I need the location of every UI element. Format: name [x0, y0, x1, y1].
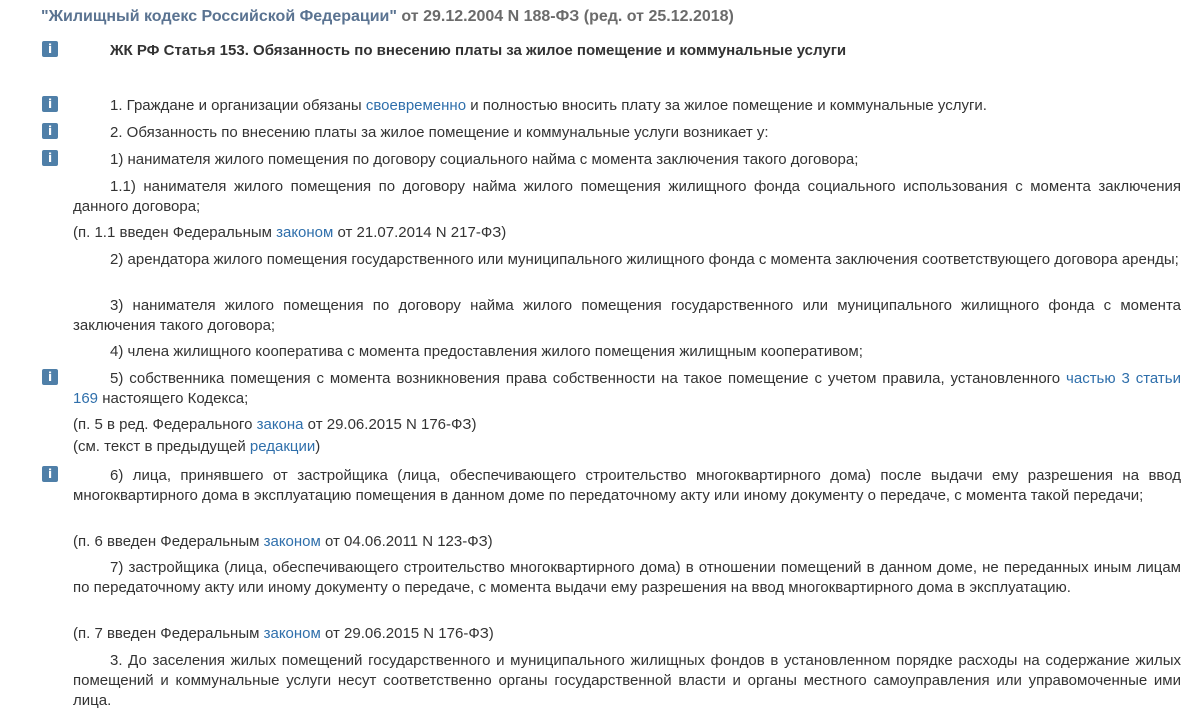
note-text: от 29.06.2015 N 176-ФЗ) — [320, 625, 494, 642]
note-1 — [73, 223, 1181, 243]
paragraph-text: и полностью вносить плату за жилое помещение и коммунальные услуги. — [466, 97, 987, 114]
note-3 — [73, 437, 1181, 457]
paragraph-text: настоящего Кодекса; — [98, 390, 249, 407]
note-text: (п. 6 введен Федеральным — [73, 533, 264, 550]
link-article-169[interactable]: частью 3 статьи 169 — [73, 370, 1181, 407]
document-title — [41, 8, 734, 26]
note-2 — [73, 415, 1181, 435]
link-law[interactable]: законом — [263, 625, 321, 642]
note-4 — [73, 532, 1181, 552]
note-text: от 21.07.2014 N 217-ФЗ) — [333, 224, 507, 241]
note-text: (п. 7 введен Федеральным — [73, 625, 264, 642]
link-timely[interactable]: своевременно — [365, 97, 467, 114]
note-text: ) — [315, 438, 321, 455]
note-text: (см. текст в предыдущей — [73, 438, 250, 455]
info-icon[interactable]: i — [42, 123, 58, 139]
paragraph-text: 5) собственника помещения с момента возникновения права собственности на такое помещение с учетом правила, установленного — [110, 370, 1067, 387]
paragraph-9: 6) лица, принявшего от застройщика (лица, обеспечивающего строительство многоквартирного дома) после выдачи ему разрешения на ввод многоквартирного дома в эксплуатацию помещения в данном доме по передаточному акту или иному документу о передаче, с момента такой передачи; — [73, 467, 1181, 504]
paragraph-8 — [73, 369, 1181, 409]
paragraph-1 — [73, 96, 1181, 116]
link-law[interactable]: закона — [256, 416, 304, 433]
link-law[interactable]: законом — [263, 533, 321, 550]
paragraph-4: 1.1) нанимателя жилого помещения по договору найма жилого помещения жилищного фонда социального использования с момента заключения данного договора; — [73, 178, 1181, 215]
link-previous-edition[interactable]: редакции — [249, 438, 316, 455]
note-5 — [73, 624, 1181, 644]
info-icon[interactable]: i — [42, 41, 58, 57]
paragraph-7: 4) члена жилищного кооператива с момента предоставления жилого помещения жилищным кооперативом; — [110, 343, 863, 360]
note-text: от 29.06.2015 N 176-ФЗ) — [303, 416, 477, 433]
info-icon[interactable]: i — [42, 96, 58, 112]
paragraph-3: 1) нанимателя жилого помещения по договору социального найма с момента заключения такого договора; — [110, 151, 859, 168]
paragraph-6: 3) нанимателя жилого помещения по договору найма жилого помещения государственного или муниципального жилищного фонда с момента заключения такого договора; — [73, 297, 1181, 334]
paragraph-11: 3. До заселения жилых помещений государственного и муниципального жилищных фондов в установленном порядке расходы на содержание жилых помещений и коммунальные услуги несут соответственно органы государственной власти и органы местного самоуправления или управомоченные ими лица. — [73, 652, 1181, 709]
paragraph-text: 1. Граждане и организации обязаны — [110, 97, 366, 114]
info-icon[interactable]: i — [42, 369, 58, 385]
document-title-main: "Жилищный кодекс Российской Федерации" — [41, 8, 397, 25]
note-text: (п. 1.1 введен Федеральным — [73, 224, 277, 241]
note-text: от 04.06.2011 N 123-ФЗ) — [320, 533, 493, 550]
note-text: (п. 5 в ред. Федерального — [73, 416, 257, 433]
article-title: ЖК РФ Статья 153. Обязанность по внесению платы за жилое помещение и коммунальные услуги — [110, 42, 847, 59]
info-icon[interactable]: i — [42, 150, 58, 166]
paragraph-5: 2) арендатора жилого помещения государственного или муниципального жилищного фонда с момента заключения соответствующего договора аренды; — [110, 251, 1179, 268]
document-title-edition: от 29.12.2004 N 188-ФЗ (ред. от 25.12.2018) — [396, 8, 734, 25]
paragraph-10: 7) застройщика (лица, обеспечивающего строительство многоквартирного дома) в отношении помещений в данном доме, не переданных иным лицам по передаточному акту или иному документу о передаче, с момента выдачи ему разрешения на ввод многоквартирного дома в эксплуатацию. — [73, 559, 1181, 596]
paragraph-2: 2. Обязанность по внесению платы за жилое помещение и коммунальные услуги возникает у: — [110, 124, 769, 141]
info-icon[interactable]: i — [42, 466, 58, 482]
link-law[interactable]: законом — [276, 224, 334, 241]
